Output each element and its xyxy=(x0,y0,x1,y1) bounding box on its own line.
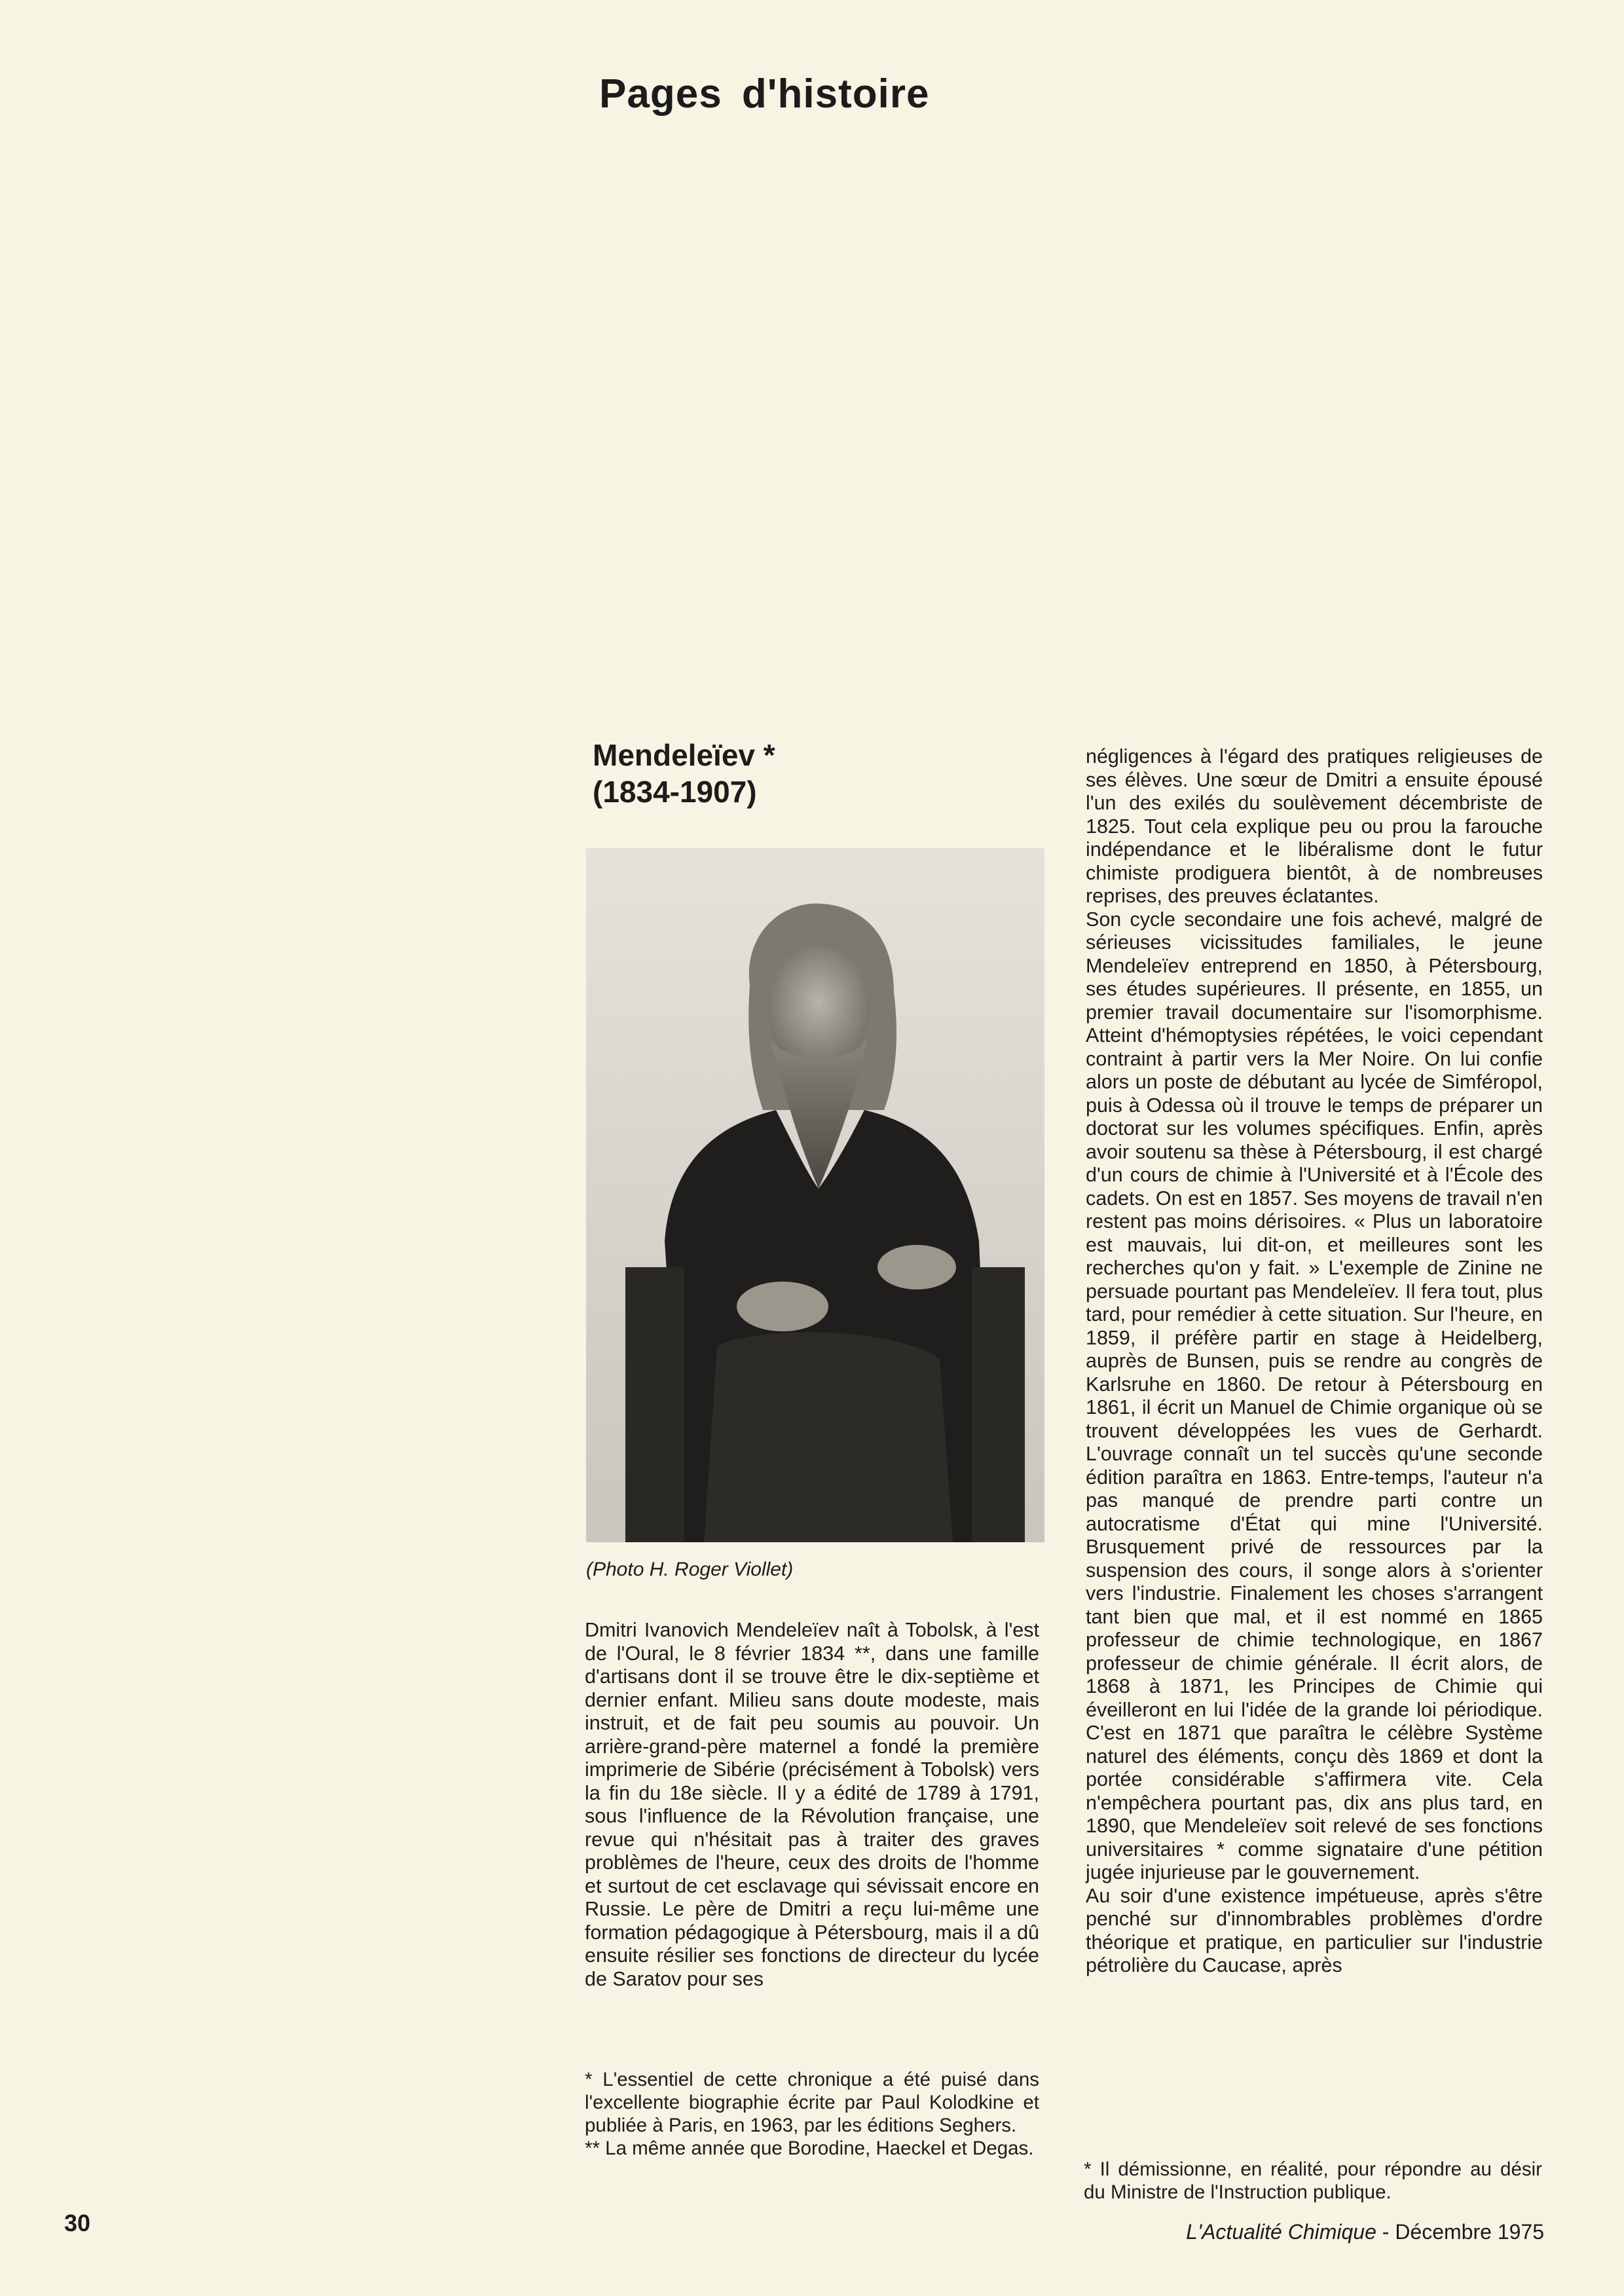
photo-caption: (Photo H. Roger Viollet) xyxy=(586,1559,794,1580)
article-paragraph: Son cycle secondaire une fois achevé, malgré de sérieuses vicissitudes familiales, le jeune Mendeleïev entreprend en 1850, à Pétersbourg, ses études supérieures. Il présente, en 1855, un premier travail documentaire sur l'isomorphisme. Atteint d'hémoptysies répétées, le voici cependant contraint à partir vers la Mer Noire. On lui confie alors un poste de débutant au lycée de Simféropol, puis à Odessa où il trouve le temps de préparer un doctorat sur les volumes spécifiques. Enfin, après avoir soutenu sa thèse à Pétersbourg, il est chargé d'un cours de chimie à l'Université et à l'École des cadets. On est en 1857. Ses moyens de travail n'en restent pas moins dérisoires. « Plus un laboratoire est mauvais, lui dit-on, et meilleures sont les recherches qu'on y fait. » L'exemple de Zinine ne persuade pourtant pas Mendeleïev. Il fera tout, plus tard, pour remédier à cette situation. Sur l'heure, en 1859, il préfère partir en stage à Heidelberg, auprès de Bunsen, puis se rendre au congrès de Karlsruhe en 1860. De retour à Pétersbourg en 1861, il écrit un Manuel de Chimie organique où se trouvent développées les vues de Gerhardt. L'ouvrage connaît un tel succès qu'une seconde édition paraîtra en 1863. Entre-temps, l'auteur n'a pas manqué de prendre parti contre un autocratisme d'État qui mine l'Université. Brusquement privé de ressources par la suspension des cours, il songe alors à s'orienter vers l'industrie. Finalement les choses s'arrangent tant bien que mal, et il est nommé en 1865 professeur de chimie technologique, en 1867 professeur de chimie générale. Il écrit alors, de 1868 à 1871, les Principes de Chimie qui éveilleront en lui l'idée de la grande loi périodique. C'est en 1871 que paraîtra le célèbre Système naturel des éléments, conçu dès 1869 et dont la portée considérable s'affirmera vite. Cela n'empêchera pourtant pas, dix ans plus tard, en 1890, que Mendeleïev soit relevé de ses fonctions universitaires * comme signataire d'une pétition jugée injurieuse par le gouvernement. xyxy=(1086,908,1543,1883)
footnote-right xyxy=(1084,2158,1542,2204)
article-heading-dates: (1834-1907) xyxy=(593,775,757,809)
journal-name: L'Actualité Chimique xyxy=(1186,2220,1376,2244)
article-paragraph: Dmitri Ivanovich Mendeleïev naît à Tobolsk, à l'est de l'Oural, le 8 février 1834 **, dans une famille d'artisans dont il se trouve être le dix-septième et dernier enfant. Milieu sans doute modeste, mais instruit, et de fait peu soumis au pouvoir. Un arrière-grand-père maternel a fondé la première imprimerie de Sibérie (précisément à Tobolsk) vers la fin du 18e siècle. Il y a édité de 1789 à 1791, sous l'influence de la Révolution française, une revue qui n'hésitait pas à traiter des graves problèmes de l'heure, ceux des droits de l'homme et surtout de cet esclavage qui sévissait encore en Russie. Le père de Dmitri a reçu lui-même une formation pédagogique à Pétersbourg, mais il a dû ensuite résilier ses fonctions de directeur du lycée de Saratov pour ses xyxy=(585,1619,1039,1990)
portrait-photo xyxy=(586,848,1044,1542)
footnotes-left xyxy=(585,2068,1039,2160)
article-paragraph: Au soir d'une existence impétueuse, après s'être penché sur d'innombrables problèmes d'ordre théorique et pratique, en particulier sur l'industrie pétrolière du Caucase, après xyxy=(1086,1884,1543,1976)
article-paragraph: négligences à l'égard des pratiques religieuses de ses élèves. Une sœur de Dmitri a ensuite épousé l'un des exilés du soulèvement décembriste de 1825. Tout cela explique peu ou prou la farouche indépendance et le libéralisme dont le futur chimiste prodiguera bientôt, à de nombreuses reprises, des preuves éclatantes. xyxy=(1086,745,1543,907)
footnote: * L'essentiel de cette chronique a été puisé dans l'excellente biographie écrite par Paul Kolodkine et publiée à Paris, en 1963, par les éditions Seghers. xyxy=(585,2069,1039,2136)
footer-separator: - xyxy=(1382,2220,1390,2244)
section-title: Pages d'histoire xyxy=(599,71,930,117)
article-column-left xyxy=(585,1619,1039,1991)
footnote: * Il démissionne, en réalité, pour répondre au désir du Ministre de l'Instruction publique. xyxy=(1084,2158,1542,2203)
page-number: 30 xyxy=(64,2210,91,2236)
article-heading xyxy=(593,737,933,810)
footnote: ** La même année que Borodine, Haeckel et Degas. xyxy=(585,2138,1034,2159)
article-column-right xyxy=(1086,745,1543,1978)
journal-date: Décembre 1975 xyxy=(1395,2220,1544,2244)
article-heading-name: Mendeleïev * xyxy=(593,738,775,772)
portrait-image xyxy=(586,848,1044,1542)
journal-footer xyxy=(1112,2220,1544,2244)
